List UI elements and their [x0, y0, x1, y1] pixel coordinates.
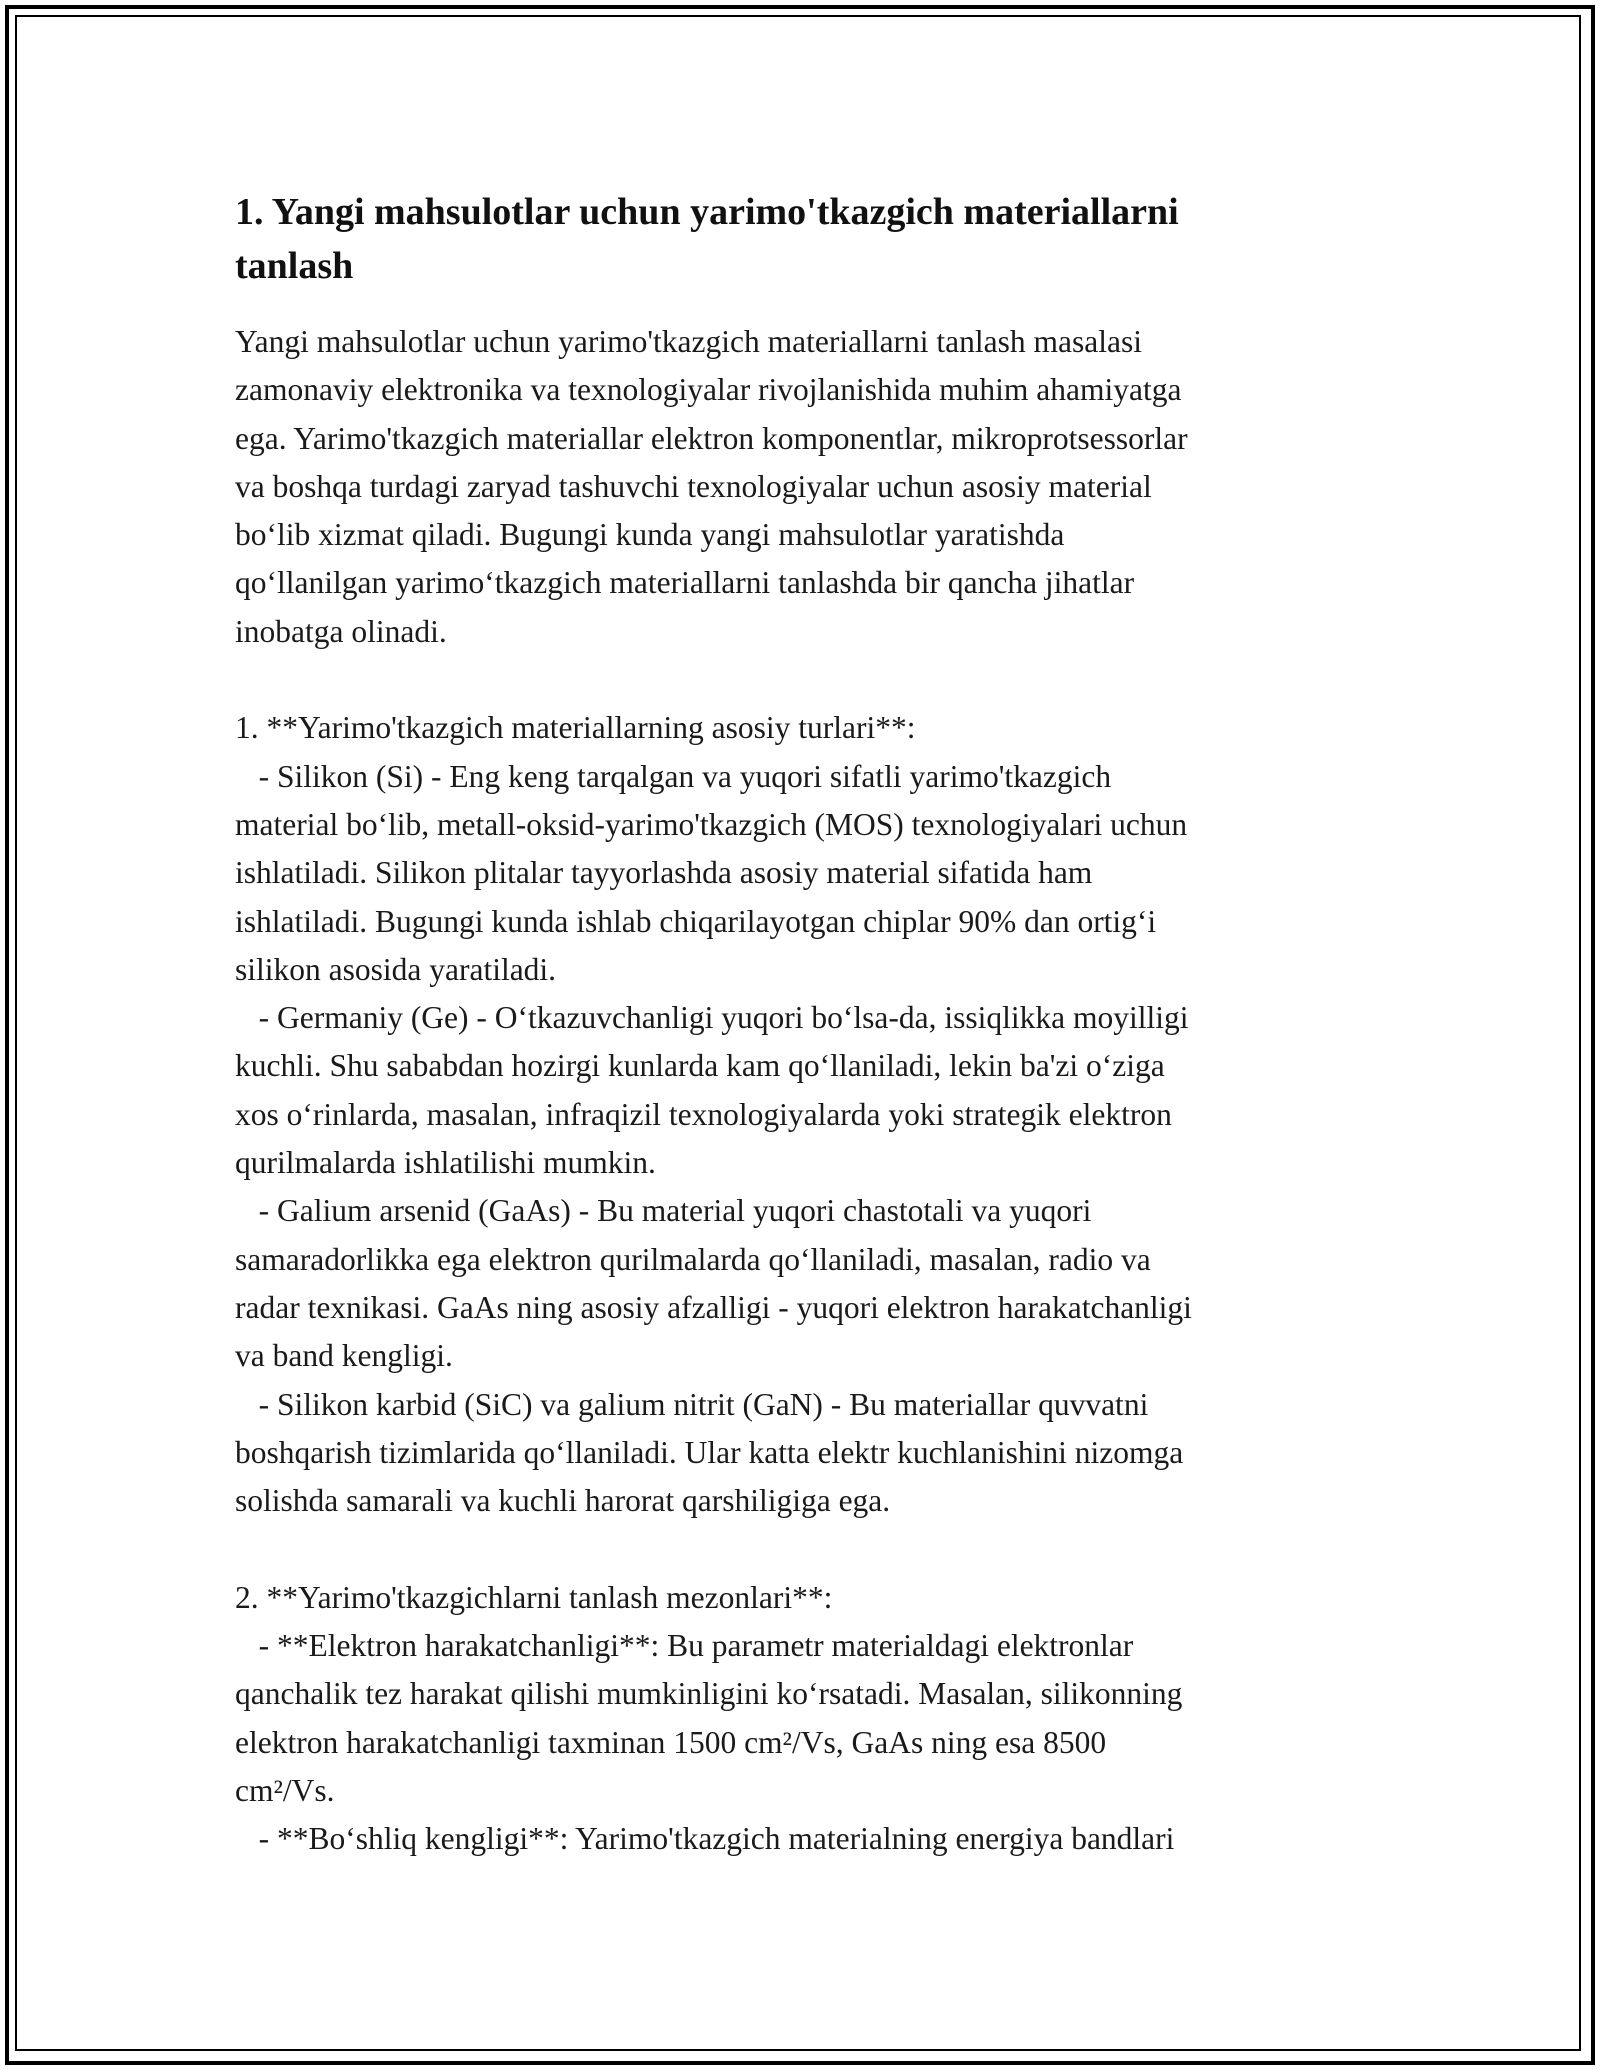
text-line: Yangi mahsulotlar uchun yarimo'tkazgich materiallarni tanlash masalasi — [235, 324, 1142, 359]
section-selection-criteria — [235, 1574, 1365, 1864]
text-line: bo‘lib xizmat qiladi. Bugungi kunda yangi mahsulotlar yaratishda — [235, 517, 1065, 553]
text-line: - Silikon karbid (SiC) va galium nitrit (GaN) - Bu materiallar quvvatni — [235, 1386, 1149, 1422]
section-title-line: 2. **Yarimo'tkazgichlarni tanlash mezonlari**: — [235, 1579, 833, 1615]
text-line: radar texnikasi. GaAs ning asosiy afzalligi - yuqori elektron harakatchanligi — [235, 1289, 1192, 1325]
text-line: solishda samarali va kuchli harorat qarshiligiga ega. — [235, 1483, 891, 1519]
text-line: kuchli. Shu sababdan hozirgi kunlarda kam qo‘llaniladi, lekin ba'zi o‘ziga — [235, 1048, 1165, 1084]
paragraph-spacer — [235, 656, 1365, 704]
text-line: boshqarish tizimlarida qo‘llaniladi. Ular katta elektr kuchlanishini nizomga — [235, 1434, 1184, 1470]
text-line: ega. Yarimo'tkazgich materiallar elektron komponentlar, mikroprotsessorlar — [235, 420, 1188, 456]
intro-paragraph — [235, 318, 1365, 656]
text-line: inobatga olinadi. — [235, 613, 447, 649]
heading-line: 1. Yangi mahsulotlar uchun yarimo'tkazgich materiallarni — [235, 191, 1179, 233]
text-line: material bo‘lib, metall-oksid-yarimo'tkazgich (MOS) texnologiyalari uchun — [235, 806, 1188, 842]
text-line: - Germaniy (Ge) - O‘tkazuvchanligi yuqori bo‘lsa-da, issiqlikka moyilligi — [235, 1000, 1189, 1036]
text-line: elektron harakatchanligi taxminan 1500 cm²/Vs, GaAs ning esa 8500 — [235, 1724, 1107, 1760]
text-line: qo‘llanilgan yarimo‘tkazgich materiallarni tanlashda bir qancha jihatlar — [235, 565, 1135, 601]
text-line: cm²/Vs. — [235, 1772, 335, 1808]
text-line: - **Bo‘shliq kengligi**: Yarimo'tkazgich materialning energiya bandlari — [235, 1821, 1175, 1857]
document-body — [235, 185, 1365, 1864]
text-line: ishlatiladi. Bugungi kunda ishlab chiqarilayotgan chiplar 90% dan ortig‘i — [235, 903, 1157, 939]
text-line: samaradorlikka ega elektron qurilmalarda qo‘llaniladi, masalan, radio va — [235, 1241, 1151, 1277]
text-line: zamonaviy elektronika va texnologiyalar rivojlanishida muhim ahamiyatga — [235, 372, 1182, 408]
text-line: va boshqa turdagi zaryad tashuvchi texnologiyalar uchun asosiy material — [235, 468, 1152, 504]
text-line: va band kengligi. — [235, 1338, 453, 1374]
text-line: xos o‘rinlarda, masalan, infraqizil texnologiyalarda yoki strategik elektron — [235, 1096, 1172, 1132]
section-title-line: 1. **Yarimo'tkazgich materiallarning asosiy turlari**: — [235, 710, 916, 746]
text-line: - **Elektron harakatchanligi**: Bu parametr materialdagi elektronlar — [235, 1628, 1134, 1664]
paragraph-spacer — [235, 1525, 1365, 1573]
text-line: - Galium arsenid (GaAs) - Bu material yuqori chastotali va yuqori — [235, 1193, 1092, 1229]
section-material-types — [235, 704, 1365, 1525]
heading-line: tanlash — [235, 245, 354, 287]
text-line: silikon asosida yaratiladi. — [235, 951, 557, 987]
text-line: qanchalik tez harakat qilishi mumkinligini ko‘rsatadi. Masalan, silikonning — [235, 1676, 1183, 1712]
text-line: ishlatiladi. Silikon plitalar tayyorlashda asosiy material sifatida ham — [235, 855, 1093, 891]
text-line: - Silikon (Si) - Eng keng tarqalgan va yuqori sifatli yarimo'tkazgich — [235, 758, 1112, 794]
document-heading — [235, 185, 1365, 293]
text-line: qurilmalarda ishlatilishi mumkin. — [235, 1145, 656, 1181]
